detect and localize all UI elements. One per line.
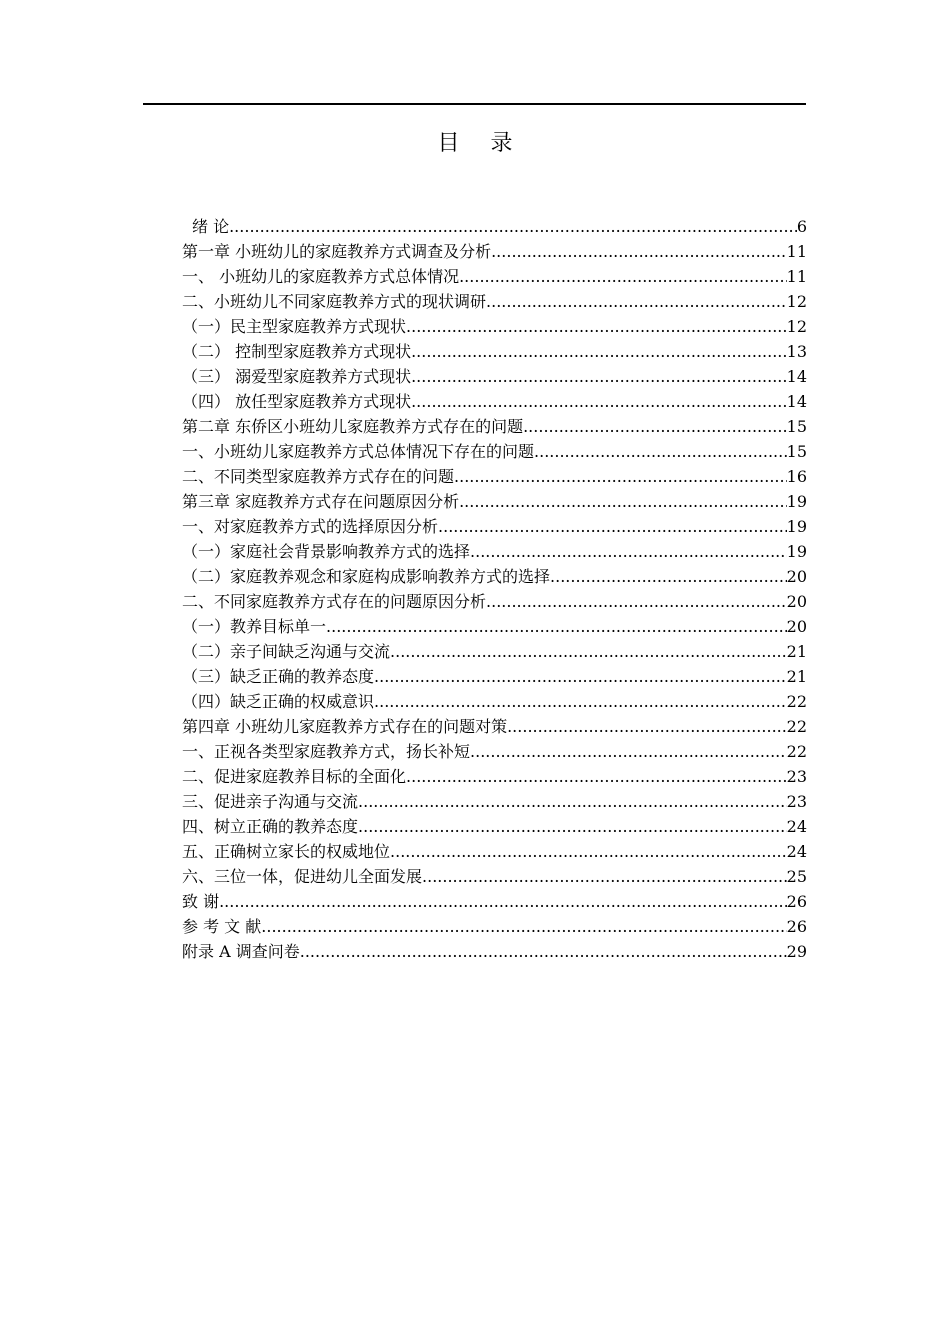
header-rule <box>143 103 806 105</box>
toc-entry-title: 一、小班幼儿家庭教养方式总体情况下存在的问题 <box>182 442 535 461</box>
toc-dot-leader <box>229 214 797 239</box>
toc-entry-page: 21 <box>786 642 807 661</box>
toc-entry-title: 第三章 家庭教养方式存在问题原因分析 <box>182 492 460 511</box>
toc-entry-title: 五、正确树立家长的权威地位 <box>182 842 391 861</box>
toc-entry[interactable] <box>182 739 807 764</box>
toc-entry-page: 21 <box>786 667 807 686</box>
toc-entry-title: 三、促进亲子沟通与交流 <box>182 792 359 811</box>
toc-entry-page: 19 <box>786 492 807 511</box>
toc-dot-leader <box>411 364 787 389</box>
toc-entry-title: （三）缺乏正确的教养态度 <box>182 667 375 686</box>
toc-dot-leader <box>219 889 787 914</box>
toc-entry-page: 20 <box>786 567 807 586</box>
toc-entry-title: （二）家庭教养观念和家庭构成影响教养方式的选择 <box>182 567 551 586</box>
toc-entry[interactable] <box>182 239 807 264</box>
toc-dot-leader <box>491 239 787 264</box>
toc-dot-leader <box>406 764 787 789</box>
toc-entry-page: 19 <box>786 517 807 536</box>
toc-dot-leader <box>486 289 787 314</box>
toc-entry[interactable] <box>182 364 807 389</box>
toc-entry-title: 二、促进家庭教养目标的全面化 <box>182 767 407 786</box>
toc-dot-leader <box>459 489 787 514</box>
toc-entry[interactable] <box>182 439 807 464</box>
toc-dot-leader <box>358 789 787 814</box>
toc-entry-title: 一、 小班幼儿的家庭教养方式总体情况 <box>182 267 460 286</box>
toc-entry[interactable] <box>182 514 807 539</box>
toc-entry-page: 15 <box>786 417 807 436</box>
toc-entry-title: （一）民主型家庭教养方式现状 <box>182 317 407 336</box>
toc-entry-page: 22 <box>786 692 807 711</box>
toc-entry[interactable] <box>182 389 807 414</box>
toc-entry[interactable] <box>182 614 807 639</box>
table-of-contents <box>182 214 807 964</box>
toc-entry-page: 25 <box>786 867 807 886</box>
toc-entry[interactable] <box>182 564 807 589</box>
toc-entry-page: 19 <box>786 542 807 561</box>
toc-entry[interactable] <box>182 639 807 664</box>
toc-entry-page: 23 <box>786 767 807 786</box>
toc-entry-page: 12 <box>786 292 807 311</box>
toc-dot-leader <box>411 339 787 364</box>
toc-entry-page: 12 <box>786 317 807 336</box>
toc-dot-leader <box>300 939 787 964</box>
toc-entry[interactable] <box>182 414 807 439</box>
toc-entry-page: 20 <box>786 592 807 611</box>
toc-entry-title: （二）亲子间缺乏沟通与交流 <box>182 642 391 661</box>
toc-entry-title: 附录 A 调查问卷 <box>182 942 300 961</box>
toc-dot-leader <box>374 664 787 689</box>
toc-entry-title: 第一章 小班幼儿的家庭教养方式调查及分析 <box>182 242 492 261</box>
toc-entry-title: （三） 溺爱型家庭教养方式现状 <box>182 367 412 386</box>
toc-entry-title: 第二章 东侨区小班幼儿家庭教养方式存在的问题 <box>182 417 524 436</box>
toc-entry[interactable] <box>182 339 807 364</box>
toc-entry-page: 20 <box>786 617 807 636</box>
toc-dot-leader <box>534 439 787 464</box>
toc-entry-page: 14 <box>786 367 807 386</box>
toc-entry[interactable] <box>182 814 807 839</box>
toc-dot-leader <box>390 839 787 864</box>
toc-entry[interactable] <box>182 264 807 289</box>
toc-entry[interactable] <box>182 214 807 239</box>
toc-entry-page: 26 <box>786 917 807 936</box>
toc-entry-page: 14 <box>786 392 807 411</box>
toc-dot-leader <box>406 314 787 339</box>
toc-entry[interactable] <box>182 289 807 314</box>
toc-dot-leader <box>358 814 787 839</box>
toc-dot-leader <box>390 639 787 664</box>
toc-entry[interactable] <box>182 889 807 914</box>
toc-entry[interactable] <box>182 664 807 689</box>
toc-entry-title: 第四章 小班幼儿家庭教养方式存在的问题对策 <box>182 717 508 736</box>
toc-entry-page: 15 <box>786 442 807 461</box>
toc-dot-leader <box>422 864 787 889</box>
toc-dot-leader <box>454 464 787 489</box>
toc-entry-title: （一）教养目标单一 <box>182 617 327 636</box>
toc-dot-leader <box>374 689 787 714</box>
toc-entry[interactable] <box>182 939 807 964</box>
toc-entry[interactable] <box>182 689 807 714</box>
toc-entry-page: 11 <box>786 242 807 261</box>
toc-dot-leader <box>470 739 787 764</box>
toc-entry-title: 四、树立正确的教养态度 <box>182 817 359 836</box>
toc-entry[interactable] <box>182 539 807 564</box>
toc-entry[interactable] <box>182 589 807 614</box>
toc-entry-title: 绪 论 <box>192 217 230 236</box>
toc-entry-title: （四）缺乏正确的权威意识 <box>182 692 375 711</box>
toc-dot-leader <box>507 714 787 739</box>
toc-entry-title: 二、小班幼儿不同家庭教养方式的现状调研 <box>182 292 487 311</box>
toc-entry-page: 24 <box>786 842 807 861</box>
toc-entry-title: 二、不同类型家庭教养方式存在的问题 <box>182 467 455 486</box>
toc-entry[interactable] <box>182 914 807 939</box>
toc-entry-title: （四） 放任型家庭教养方式现状 <box>182 392 412 411</box>
toc-entry[interactable] <box>182 789 807 814</box>
toc-dot-leader <box>486 589 787 614</box>
toc-entry-title: 一、正视各类型家庭教养方式，扬长补短 <box>182 742 471 761</box>
toc-entry-page: 24 <box>786 817 807 836</box>
toc-entry-title: （一）家庭社会背景影响教养方式的选择 <box>182 542 471 561</box>
toc-entry[interactable] <box>182 764 807 789</box>
toc-entry-page: 29 <box>786 942 807 961</box>
toc-dot-leader <box>438 514 787 539</box>
toc-entry[interactable] <box>182 864 807 889</box>
toc-dot-leader <box>523 414 787 439</box>
toc-entry-title: 六、三位一体，促进幼儿全面发展 <box>182 867 423 886</box>
toc-entry-title: （二） 控制型家庭教养方式现状 <box>182 342 412 361</box>
toc-dot-leader <box>550 564 787 589</box>
toc-entry-page: 22 <box>786 717 807 736</box>
toc-entry[interactable] <box>182 464 807 489</box>
toc-entry-page: 11 <box>786 267 807 286</box>
toc-entry-title: 一、对家庭教养方式的选择原因分析 <box>182 517 439 536</box>
toc-entry-title: 致 谢 <box>182 892 220 911</box>
toc-entry-page: 23 <box>786 792 807 811</box>
toc-dot-leader <box>261 914 786 939</box>
toc-entry[interactable] <box>182 489 807 514</box>
toc-dot-leader <box>459 264 787 289</box>
toc-entry-title: 二、不同家庭教养方式存在的问题原因分析 <box>182 592 487 611</box>
toc-dot-leader <box>411 389 787 414</box>
toc-entry-page: 26 <box>786 892 807 911</box>
page-title: 目 录 <box>437 131 525 156</box>
toc-dot-leader <box>326 614 787 639</box>
toc-entry-page: 16 <box>786 467 807 486</box>
toc-entry-page: 13 <box>786 342 807 361</box>
toc-entry-page: 6 <box>796 217 807 236</box>
toc-entry-title: 参 考 文 献 <box>182 917 262 936</box>
toc-entry-page: 22 <box>786 742 807 761</box>
toc-dot-leader <box>470 539 787 564</box>
toc-entry[interactable] <box>182 839 807 864</box>
toc-entry[interactable] <box>182 714 807 739</box>
toc-entry[interactable] <box>182 314 807 339</box>
